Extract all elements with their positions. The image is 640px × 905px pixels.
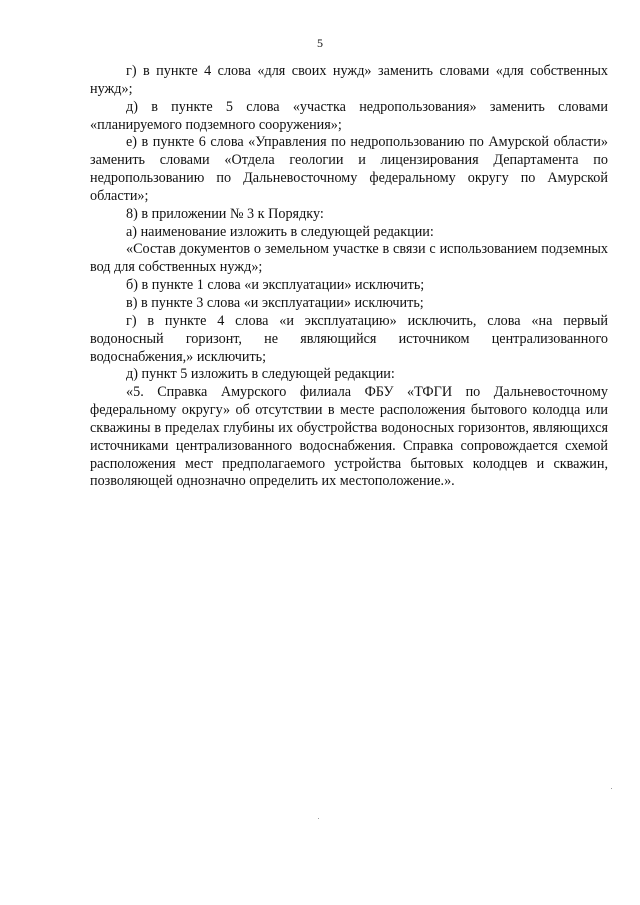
paragraph-v-point-3: в) в пункте 3 слова «и эксплуатации» исключить; xyxy=(126,294,424,311)
paragraph-new-title: «Состав документов о земельном участке в связи с использованием подземных вод для собственных нужд»; xyxy=(90,241,608,276)
paragraph-item-8: 8) в приложении № 3 к Порядку: xyxy=(126,205,324,222)
paragraph-e-point-6: е) в пункте 6 слова «Управления по недропользованию по Амурской области» заменить словами «Отдела геологии и лицензирования Департамента по недропользованию по Дальневосточному федеральному округу по Амурской области»; xyxy=(90,134,608,204)
page-number: 5 xyxy=(317,36,323,50)
scan-speck xyxy=(318,818,319,819)
paragraph-g-point-4-appendix: г) в пункте 4 слова «и эксплуатацию» исключить, слова «на первый водоносный горизонт, не являющийся источником централизованного водоснабжения,» исключить; xyxy=(90,312,608,365)
paragraph-new-point-5: «5. Справка Амурского филиала ФБУ «ТФГИ по Дальневосточному федеральному округу» об отсутствии в месте расположения бытового колодца или скважины в пределах глубины их обустройства водоносных горизонтов, являющихся источниками централизованного водоснабжения. Справка сопровождается схемой расположения мест предполагаемого устройства бытовых колодцев и скважин, позволяющей однозначно определить их местоположение.». xyxy=(90,384,608,490)
paragraph-a-title: а) наименование изложить в следующей редакции: xyxy=(126,223,434,240)
paragraph-b-point-1: б) в пункте 1 слова «и эксплуатации» исключить; xyxy=(126,277,425,294)
document-body xyxy=(90,63,608,491)
paragraph-d-point-5-appendix: д) пункт 5 изложить в следующей редакции: xyxy=(126,366,395,383)
paragraph-g-point-4: г) в пункте 4 слова «для своих нужд» заменить словами «для собственных нужд»; xyxy=(90,63,608,97)
scan-speck xyxy=(611,788,612,789)
paragraph-d-point-5: д) в пункте 5 слова «участка недропользования» заменить словами «планируемого подземного сооружения»; xyxy=(90,98,608,133)
